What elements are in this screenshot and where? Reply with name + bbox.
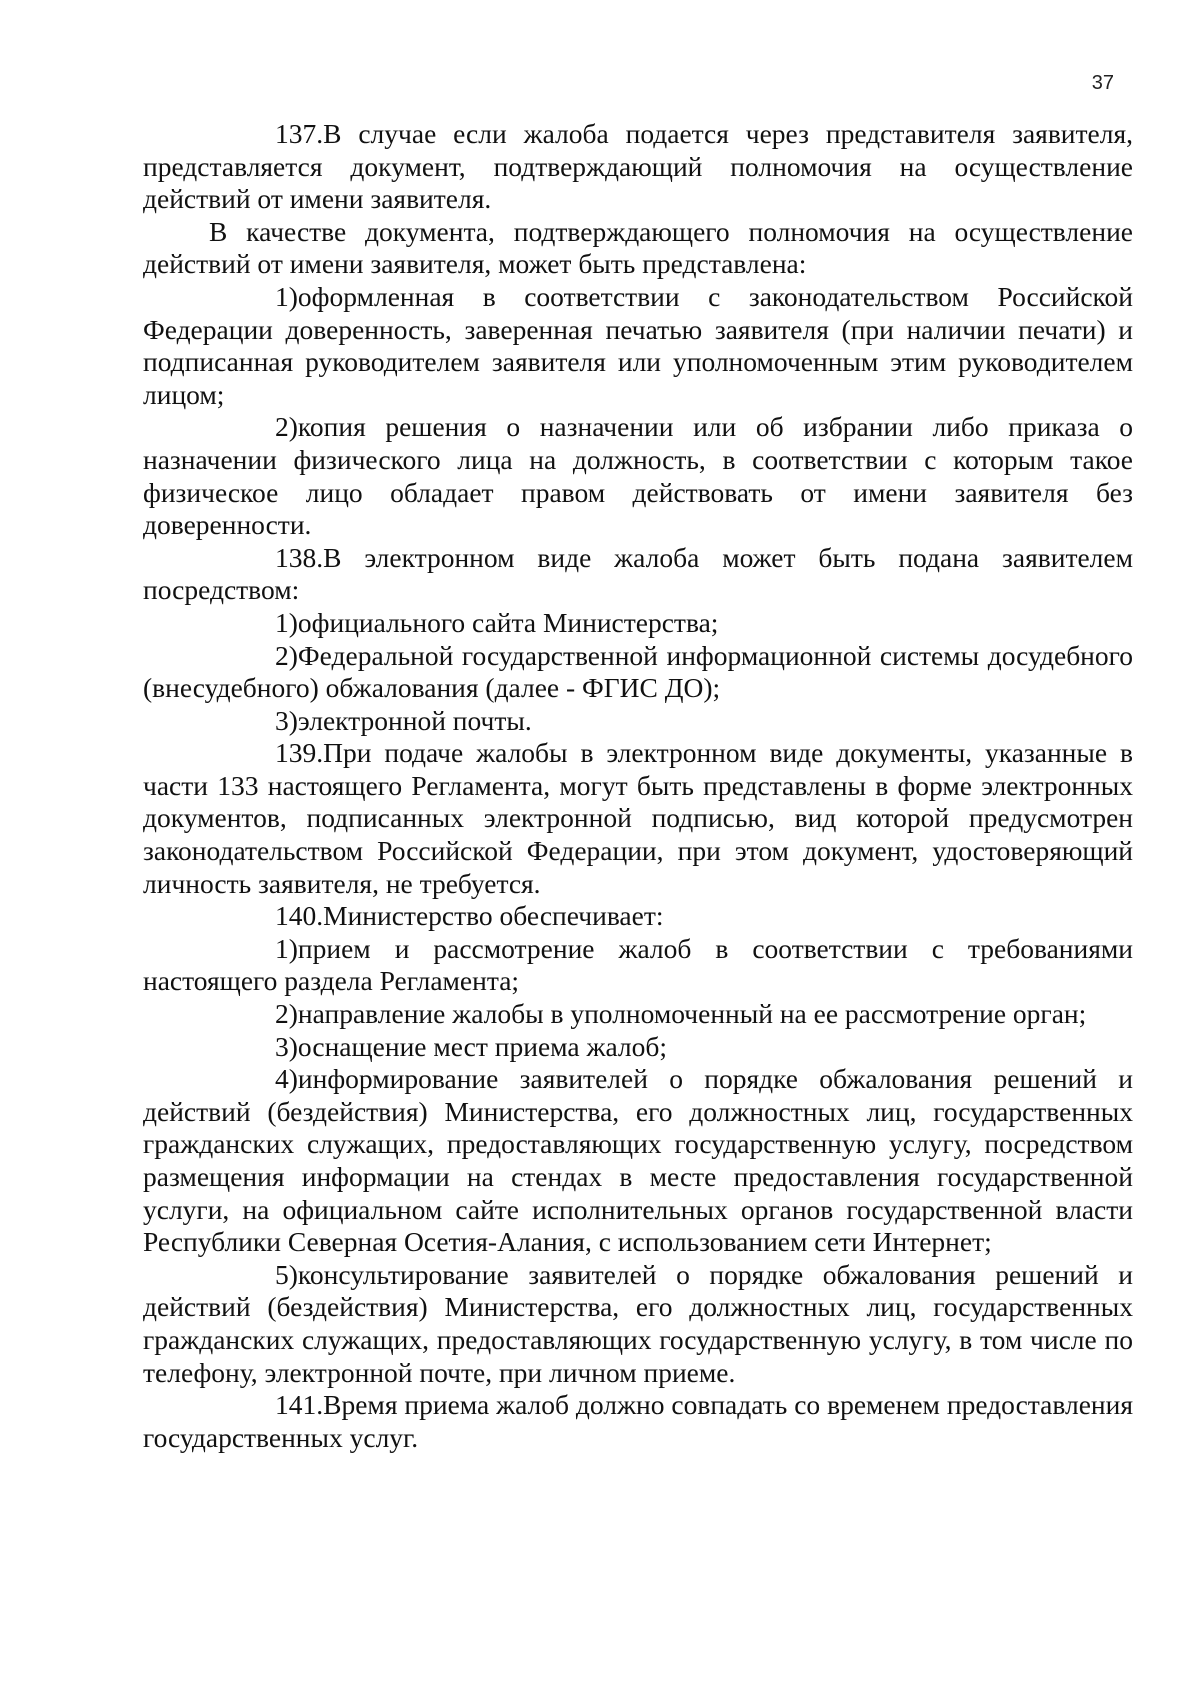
paragraph-text: При подаче жалобы в электронном виде документы, указанные в части 133 настоящего Регламента, могут быть представлены в форме электронных документов, подписанных электронной подписью, вид которой предусмотрен законодательством Российской Федерации, при этом документ, удостоверяющий личность заявителя, не требуется. (143, 737, 1133, 899)
paragraph-text: В случае если жалоба подается через представителя заявителя, представляется документ, подтверждающий полномочия на осуществление действий от имени заявителя. (143, 118, 1133, 215)
document-body (143, 118, 1133, 1454)
list-item-number: 3) (275, 1030, 298, 1062)
paragraph-number: 141. (275, 1389, 324, 1421)
paragraph-141 (143, 1389, 1133, 1454)
paragraph-document-types (143, 216, 1133, 281)
list-item-number: 2) (275, 411, 298, 443)
paragraph-text: В электронном виде жалоба может быть подана заявителем посредством: (143, 541, 1133, 606)
list-item-text: консультирование заявителей о порядке обжалования решений и действий (бездействия) Министерства, его должностных лиц, государственных гражданских служащих, предоставляющих государственную услугу, в том числе по телефону, электронной почте, при личном приеме. (143, 1258, 1133, 1388)
list-item-text: прием и рассмотрение жалоб в соответствии с требованиями настоящего раздела Регламента; (143, 932, 1133, 997)
list-item-text: электронной почты. (297, 704, 532, 736)
list-item (143, 640, 1133, 705)
paragraph-140 (143, 900, 1133, 933)
paragraph-137 (143, 118, 1133, 216)
list-item-text: оформленная в соответствии с законодательством Российской Федерации доверенность, заверенная печатью заявителя (при наличии печати) и подписанная руководителем заявителя или уполномоченным этим руководителем лицом; (143, 280, 1133, 410)
list-item (143, 281, 1133, 411)
list-item (143, 607, 1133, 640)
list-item-number: 2) (275, 639, 298, 671)
list-item-text: информирование заявителей о порядке обжалования решений и действий (бездействия) Министерства, его должностных лиц, государственных гражданских служащих, предоставляющих государственную услугу, посредством размещения информации на стендах в месте предоставления государственной услуги, на официальном сайте исполнительных органов государственной власти Республики Северная Осетия-Алания, с использованием сети Интернет; (143, 1063, 1133, 1258)
paragraph-number: 139. (275, 737, 324, 769)
page-number: 37 (1091, 72, 1114, 94)
list-item-number: 1) (275, 280, 298, 312)
paragraph-text: Время приема жалоб должно совпадать со временем предоставления государственных услуг. (143, 1389, 1133, 1453)
list-item-number: 2) (275, 998, 298, 1030)
list-item (143, 933, 1133, 998)
list-item-number: 1) (275, 932, 298, 964)
list-item (143, 998, 1133, 1031)
list-item-number: 5) (275, 1258, 298, 1290)
list-item (143, 411, 1133, 541)
list-item-text: направление жалобы в уполномоченный на ее рассмотрение орган; (297, 998, 1087, 1030)
list-item-text: официального сайта Министерства; (297, 606, 719, 638)
paragraph-139 (143, 737, 1133, 900)
paragraph-number: 138. (275, 541, 324, 573)
list-item (143, 1031, 1133, 1064)
paragraph-number: 137. (275, 118, 324, 149)
paragraph-number: 140. (275, 900, 324, 932)
list-item (143, 705, 1133, 738)
paragraph-138 (143, 542, 1133, 607)
list-item-text: копия решения о назначении или об избрании либо приказа о назначении физического лица на должность, в соответствии с которым такое физическое лицо обладает правом действовать от имени заявителя без доверенности. (143, 411, 1133, 541)
paragraph-text: В качестве документа, подтверждающего полномочия на осуществление действий от имени заявителя, может быть представлена: (143, 215, 1133, 280)
list-item-text: оснащение мест приема жалоб; (297, 1030, 668, 1062)
list-item-number: 4) (275, 1063, 298, 1095)
list-item-number: 3) (275, 704, 298, 736)
list-item-text: Федеральной государственной информационной системы досудебного (внесудебного) обжалования (далее - ФГИС ДО); (143, 639, 1133, 704)
paragraph-text: Министерство обеспечивает: (323, 900, 664, 932)
list-item (143, 1063, 1133, 1259)
list-item (143, 1259, 1133, 1389)
list-item-number: 1) (275, 606, 298, 638)
